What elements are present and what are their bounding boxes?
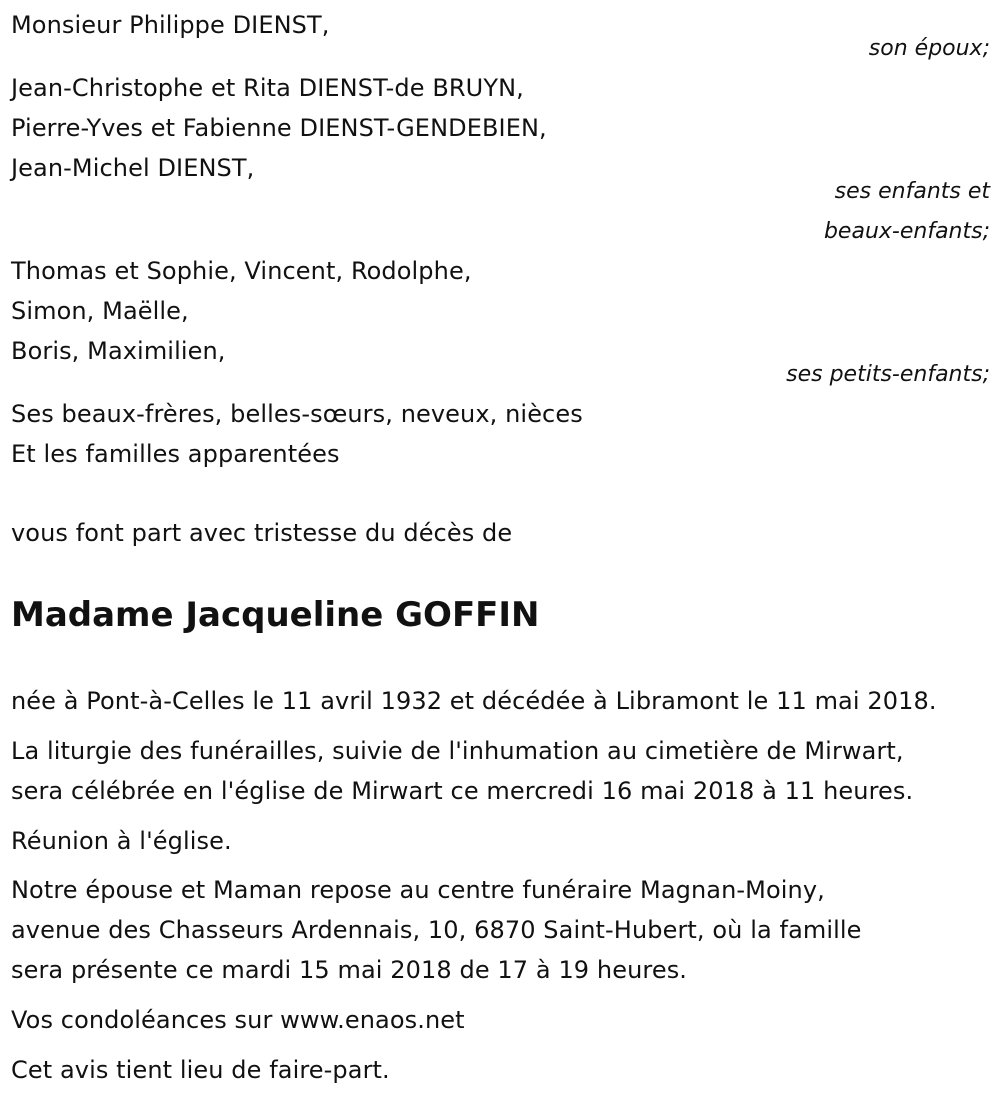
meeting-text: Réunion à l'église. bbox=[11, 827, 232, 855]
funeral-text: La liturgie des funérailles, suivie de l'inhumation au cimetière de Mirwart, bbox=[11, 737, 904, 765]
grandchildren-line: Simon, Maëlle, bbox=[11, 297, 189, 325]
husband-name: Monsieur Philippe DIENST, bbox=[11, 11, 330, 39]
funeral-text: sera célébrée en l'église de Mirwart ce mercredi 16 mai 2018 à 11 heures. bbox=[11, 777, 914, 805]
announcement-text: vous font part avec tristesse du décès de bbox=[11, 519, 513, 547]
relatives-line: Ses beaux-frères, belles-sœurs, neveux, nièces bbox=[11, 400, 583, 428]
child-line: Jean-Christophe et Rita DIENST-de BRUYN, bbox=[11, 74, 524, 102]
deceased-name: Madame Jacqueline GOFFIN bbox=[11, 595, 540, 635]
condolences-text: Vos condoléances sur www.enaos.net bbox=[11, 1006, 465, 1034]
visitation-text: avenue des Chasseurs Ardennais, 10, 6870 Saint-Hubert, où la famille bbox=[11, 916, 862, 944]
grandchildren-line: Thomas et Sophie, Vincent, Rodolphe, bbox=[11, 257, 472, 285]
child-line: Pierre-Yves et Fabienne DIENST-GENDEBIEN, bbox=[11, 114, 547, 142]
visitation-text: sera présente ce mardi 15 mai 2018 de 17 à 19 heures. bbox=[11, 956, 688, 984]
grandchildren-line: Boris, Maximilien, bbox=[11, 337, 226, 365]
grandchildren-role: ses petits-enfants; bbox=[786, 362, 990, 387]
notice-text: Cet avis tient lieu de faire-part. bbox=[11, 1056, 390, 1084]
birth-death-text: née à Pont-à-Celles le 11 avril 1932 et décédée à Libramont le 11 mai 2018. bbox=[11, 687, 937, 715]
children-role: ses enfants et bbox=[834, 179, 990, 204]
child-line: Jean-Michel DIENST, bbox=[11, 154, 255, 182]
visitation-text: Notre épouse et Maman repose au centre funéraire Magnan-Moiny, bbox=[11, 876, 825, 904]
children-role: beaux-enfants; bbox=[823, 219, 990, 244]
husband-role: son époux; bbox=[868, 36, 990, 61]
relatives-line: Et les familles apparentées bbox=[11, 440, 340, 468]
